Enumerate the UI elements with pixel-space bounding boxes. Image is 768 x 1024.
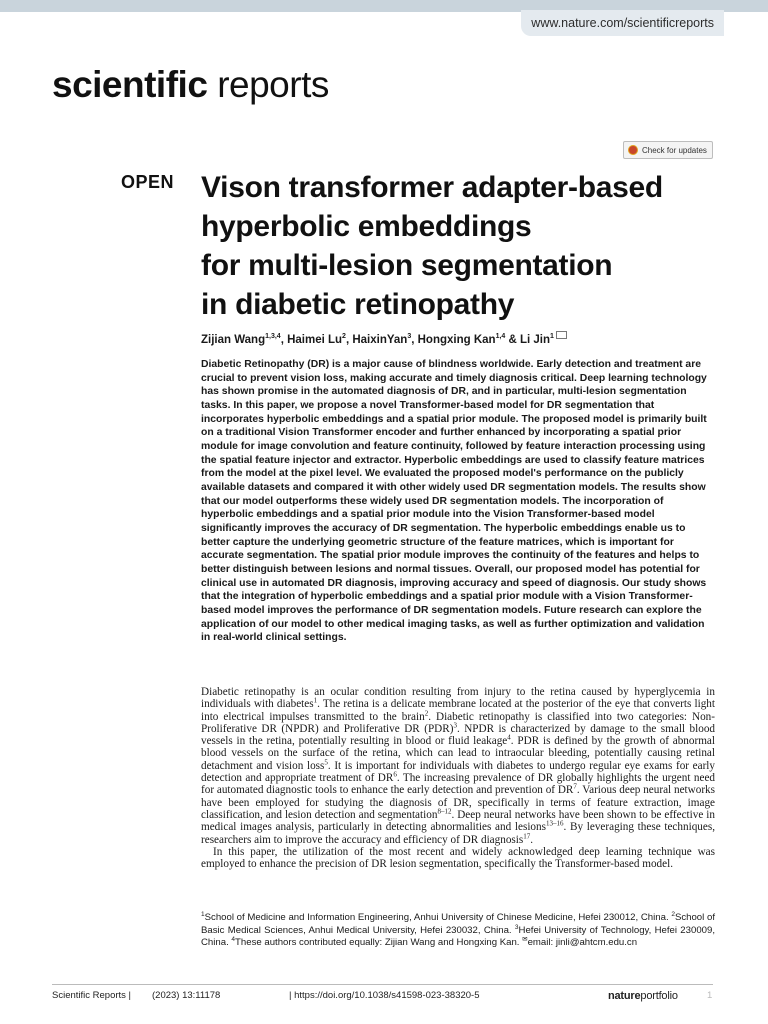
crossmark-icon [628, 145, 638, 155]
author-name[interactable]: Zijian Wang [201, 334, 266, 346]
text-run: . Diabetic retinopathy is classified into two categories: Non-Proliferative DR (NPDR) and Proliferative DR (PDR) [201, 710, 716, 735]
footer-year-volume: (2023) 13:11178 [152, 990, 221, 1001]
author-separator: , [411, 334, 418, 346]
nature-portfolio-logo [608, 990, 678, 1002]
logo-regular: reports [217, 64, 329, 105]
article-title [201, 168, 721, 324]
text-run: email: jinli@ahtcm.edu.cn [527, 937, 638, 949]
author-name[interactable]: Li Jin [520, 334, 551, 346]
footer-journal: Scientific Reports | [52, 990, 132, 1001]
text-run: . Deep neural networks have been shown to be effective in medical images analysis, particularly in detecting abnormalities and lesions [201, 808, 715, 834]
affiliations-footnote [201, 912, 715, 950]
text-run: . It is important for individuals with diabetes to undergo regular eye exams for early detection and appropriate treatment of DR [201, 759, 716, 785]
text-run: . The retina is a delicate membrane located at the posterior of the eye that converts light into electrical impulses transmitted to the brain [201, 698, 716, 723]
title-line: for multi-lesion segmentation [201, 249, 613, 282]
footer-divider [52, 984, 713, 985]
text-run: School of Basic Medical Sciences, Anhui Medical University, Hefei 230032, China. [201, 912, 715, 936]
text-run: School of Medicine and Information Engineering, Anhui University of Chinese Medicine, Hefei 230012, China. [204, 912, 672, 923]
citation-ref[interactable]: 6 [393, 770, 397, 779]
citation-ref[interactable]: 8–12 [437, 807, 452, 816]
brand-bold: nature [608, 990, 641, 1002]
citation-ref[interactable]: 13–16 [545, 819, 564, 828]
text-run: Hefei University of Technology, Hefei 230009, China. [201, 924, 715, 949]
text-run: . By leveraging these techniques, researchers aim to improve the accuracy and efficiency of DR diagnosis [201, 821, 715, 846]
footer-doi-link[interactable]: | https://doi.org/10.1038/s41598-023-38320-5 [289, 990, 480, 1001]
author-list [201, 331, 567, 346]
body-paragraph [201, 686, 715, 846]
body-paragraph [201, 846, 715, 871]
abstract: Diabetic Retinopathy (DR) is a major cause of blindness worldwide. Early detection and treatment are crucial to prevent vision loss, making accurate and timely diagnosis critical. Deep learning technology has shown promise in the automated diagnosis of DR, and in particular, multi-lesion segmentation tasks. In this paper, we propose a novel Transformer-based model for DR segmentation that incorporates hyperbolic embeddings and a spatial prior module. The proposed model is primarily built on a traditional Vision Transformer encoder and further enhanced by incorporating a spatial prior module for image convolution and feature continuity, followed by feature interaction processing using the spatial feature injector and extractor. Hyperbolic embeddings are used to classify feature matrices from the model at the pixel level. We evaluated the proposed model's performance on the publicly available datasets and compared it with other widely used DR segmentation models. The results show that our model outperforms these widely used DR segmentation models. The incorporation of hyperbolic embeddings and a spatial prior module into the Vision Transformer-based model significantly improves the accuracy of DR segmentation. The hyperbolic embeddings enable us to better capture the underlying geometric structure of the feature matrices, which is important for accurate segmentation. The spatial prior module improves the continuity of the features and helps to better distinguish between lesions and normal tissues. Overall, our proposed model has potential for clinical use in automated DR diagnosis, improving accuracy and speed of diagnosis. Our study shows that the integration of hyperbolic embeddings and a spatial prior module with a Vision Transformer-based model improves the performance of DR segmentation models. Future research can explore the application of our model to other medical imaging tasks, as well as further optimization and validation in real-world clinical settings. [201, 359, 707, 644]
citation-ref[interactable]: 3 [453, 721, 457, 730]
citation-ref[interactable]: 5 [324, 758, 328, 767]
title-line: hyperbolic embeddings [201, 210, 532, 243]
text-run: . Various deep neural networks have been employed for studying the diagnosis of DR, specifically in terms of feature extraction, image classification, and lesion detection and segmentation [201, 784, 715, 821]
logo-bold: scientific [52, 64, 208, 105]
citation-ref[interactable]: 1 [201, 910, 205, 918]
author-affiliation: 1 [550, 333, 554, 341]
title-line: in diabetic retinopathy [201, 288, 515, 321]
citation-ref[interactable]: 1 [313, 696, 318, 705]
page-number: 1 [707, 990, 713, 1001]
author-affiliation: 2 [342, 333, 346, 341]
author-separator: , [345, 334, 353, 346]
author-separator: , [280, 334, 288, 346]
text-run: . The increasing prevalence of DR globally highlights the urgent need for automated diagnostic tools to enhance the early detection and prevention of DR [201, 772, 716, 797]
author-affiliation: 3 [407, 333, 412, 341]
brand-regular: portfolio [640, 990, 678, 1002]
citation-ref[interactable]: 2 [424, 708, 429, 717]
journal-logo[interactable] [52, 64, 329, 106]
open-access-label: OPEN [121, 172, 175, 192]
text-run: In this paper, the utilization of the most recent and widely acknowledged deep learning technique was employed to enhance the precision of DR lesion segmentation, specifically the Transformer-based model. [201, 845, 715, 871]
author-name[interactable]: Haimei Lu [287, 334, 343, 346]
text-run: . NPDR is characterized by damage to the small blood vessels in the retina, potentially resulting in blood or fluid leakage [201, 722, 716, 748]
author-name[interactable]: HaixinYan [352, 334, 408, 346]
citation-ref[interactable]: 2 [671, 910, 675, 918]
text-run: Diabetic retinopathy is an ocular condition resulting from injury to the retina caused by hyperglycemia in individuals with diabetes [201, 686, 715, 711]
citation-ref[interactable]: 3 [514, 923, 519, 931]
text-run: . [530, 833, 534, 846]
citation-ref[interactable]: 4 [231, 936, 236, 944]
author-name[interactable]: Hongxing Kan [417, 334, 496, 346]
journal-url[interactable]: www.nature.com/scientificreports [521, 10, 724, 36]
author-affiliation: 1,3,4 [265, 333, 281, 341]
introduction-body [201, 686, 715, 870]
text-run: . PDR is defined by the growth of abnormal blood vessels on the surface of the retina, which can lead to intraocular bleeding, potentially causing retinal detachment and vision loss [201, 735, 715, 772]
author-separator: & [505, 334, 520, 346]
check-for-updates-label: Check for updates [642, 146, 707, 155]
email-icon: ✉ [522, 936, 528, 944]
citation-ref[interactable]: 4 [507, 733, 511, 742]
citation-ref[interactable]: 17 [523, 831, 531, 840]
text-run: These authors contributed equally: Zijian Wang and Hongxing Kan. [235, 937, 523, 949]
author-affiliation: 1,4 [495, 333, 506, 341]
title-line: Vison transformer adapter-based [201, 171, 663, 204]
citation-ref[interactable]: 7 [573, 782, 577, 791]
check-for-updates-button[interactable] [623, 141, 713, 159]
envelope-icon[interactable] [556, 331, 567, 339]
